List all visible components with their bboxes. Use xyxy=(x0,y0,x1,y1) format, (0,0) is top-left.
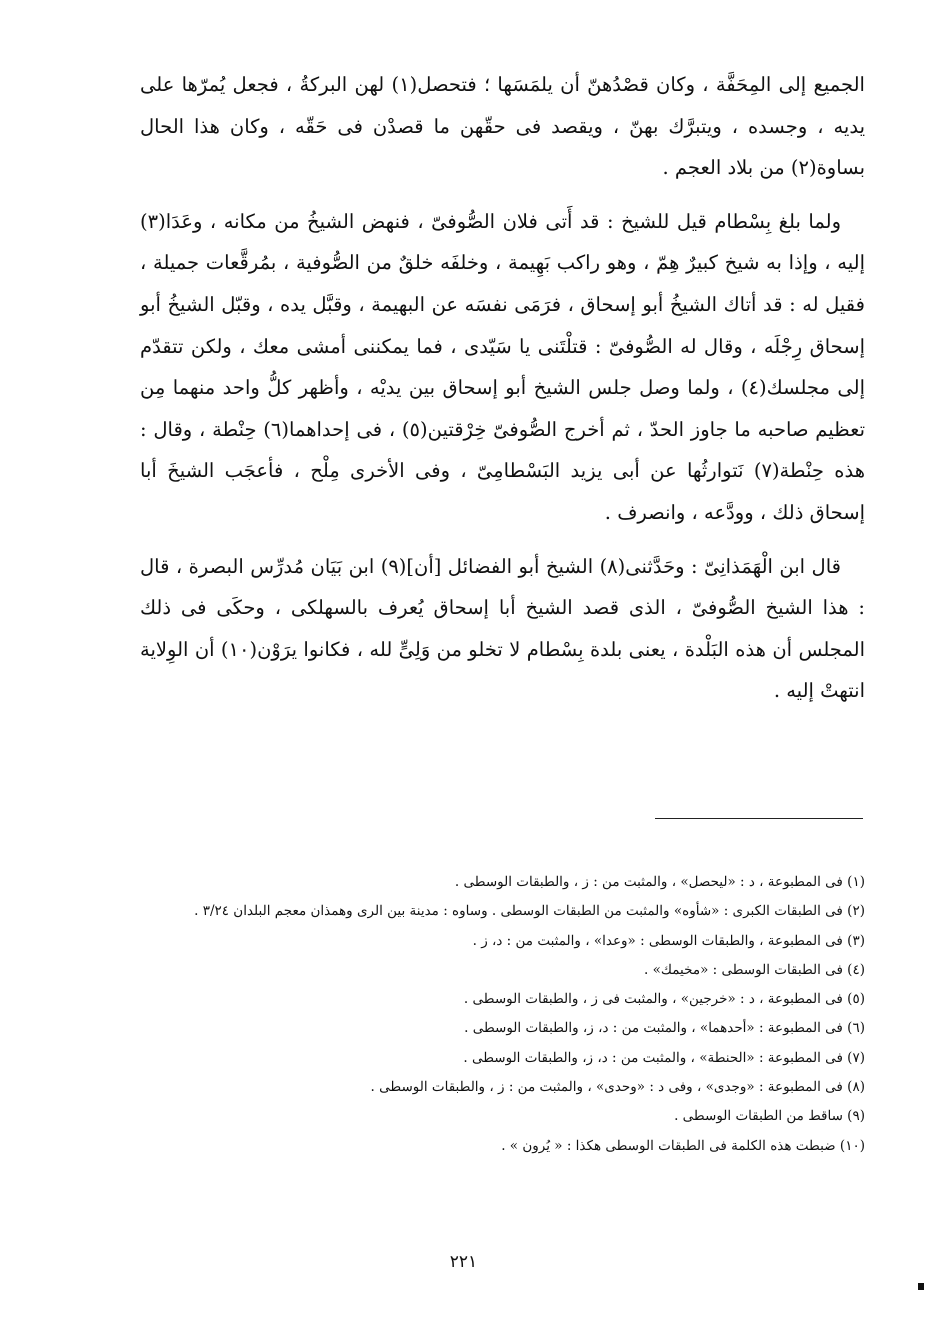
paragraph-3: قال ابن الْهَمَذانِىّ : وحَدَّثنى(٨) الشيخ أبو الفضائل [أن](٩) ابن بَيَان مُدرِّس البصرة ، قال : هذا الشيخ الصُّوفىّ ، الذى قصد الشيخ أبا إسحاق يُعرف بالسهلكى ، وحكَى فى ذلك المجلس أن هذه البَلْدة ، يعنى بلدة بِسْطام لا تخلو من وَلِىٍّ لله ، فكانوا يرَوْن(١٠) أن الوِلاية انتهتْ إليه . xyxy=(140,554,865,703)
paragraph-1: الجميع إلى المِحَفَّة ، وكان قصْدُهنّ أن يلمَسَها ؛ فتحصل(١) لهن البركةُ ، فجعل يُمرّها على يديه ، وجسده ، ويتبرَّك بهنّ ، ويقصد فى حقّهن ما قصدْن فى حَقّه ، وكان هذا الحال بساوة(٢) من بلاد العجم . xyxy=(140,73,865,180)
footnote-2: (٢) فى الطبقات الكبرى : «شأوه» والمثبت من الطبقات الوسطى . وساوه : مدينة بين الرى وهمذان معجم البلدان ٣/٢٤ . xyxy=(194,903,865,920)
footnote-4: (٤) فى الطبقات الوسطى : «مخيمك» . xyxy=(644,961,865,978)
footnote-separator xyxy=(655,818,863,819)
footnote-1: (١) فى المطبوعة ، د : «ليحصل» ، والمثبت من : ز ، والطبقات الوسطى . xyxy=(454,874,865,890)
footnote-8: (٨) فى المطبوعة : «وجدى» ، وفى د : «وحدى» ، والمثبت من : ز ، والطبقات الوسطى . xyxy=(370,1079,865,1096)
footnotes xyxy=(140,868,865,1161)
main-text xyxy=(140,64,865,712)
footnote-3: (٣) فى المطبوعة ، والطبقات الوسطى : «وعدا» ، والمثبت من : د، ز . xyxy=(472,932,865,949)
footnote-10: (١٠) ضبطت هذه الكلمة فى الطبقات الوسطى هكذا : « يُرون » . xyxy=(501,1137,865,1154)
paragraph-2: ولما بلغ بِسْطام قيل للشيخ : قد أَتى فلان الصُّوفىّ ، فنهض الشيخُ من مكانه ، وعَدَا(٣) إليه ، وإذا به شيخ كبيرٌ هِمّ ، وهو راكب بَهِيمة ، وخلفَه خلقٌ من الصُّوفية ، بمُرقَّعات جميلة ، فقيل له : قد أتاك الشيخُ أبو إسحاق ، فرَمَى نفسَه عن البهيمة ، وقبَّل يده ، وقبّل الشيخُ أبو إسحاق رِجْلَه ، وقال له الصُّوفىّ : قتلْتَنى يا سَيّدى ، فما يمكننى أمشى معك ، ولكن تتقدّم إلى مجلسك(٤) ، ولما وصل جلس الشيخ أبو إسحاق بين يديْه ، وأظهر كلُّ واحد منهما مِن تعظيم صاحبه ما جاوز الحدّ ، ثم أخرج الصُّوفىّ خِرْقتين(٥) ، فى إحداهما(٦) حِنْطة ، وقال : هذه حِنْطة(٧) نَتوارثُها عن أبى يزيد البَسْطامِىّ ، وفى الأخرى مِلْح ، فأعجَب الشيخَ أبا إسحاق ذلك ، وودَّعه ، وانصرف . xyxy=(140,209,865,524)
footnote-9: (٩) ساقط من الطبقات الوسطى . xyxy=(674,1108,865,1125)
scan-mark xyxy=(918,1283,924,1290)
page-number: ٢٢١ xyxy=(449,1252,478,1272)
footnote-6: (٦) فى المطبوعة : «أحدهما» ، والمثبت من : د، ز، والطبقات الوسطى . xyxy=(464,1020,865,1037)
footnote-7: (٧) فى المطبوعة : «الحنطة» ، والمثبت من : د، ز، والطبقات الوسطى . xyxy=(463,1049,865,1066)
footnote-5: (٥) فى المطبوعة ، د : «خرجين» ، والمثبت فى ز ، والطبقات الوسطى . xyxy=(463,991,865,1008)
